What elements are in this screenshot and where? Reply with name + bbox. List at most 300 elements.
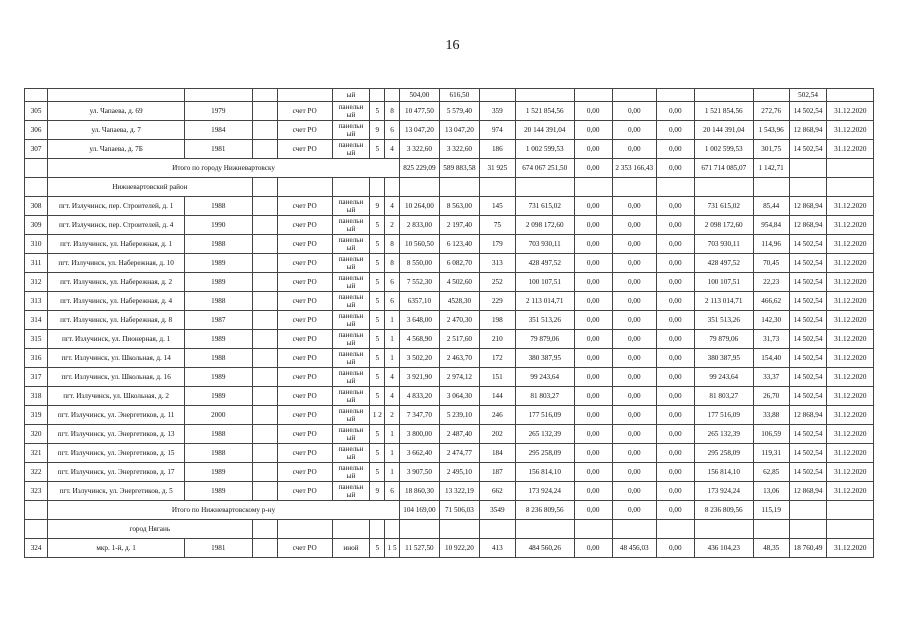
cell-owners: 177 516,09 — [694, 406, 753, 425]
cell-number: 322 — [25, 463, 48, 482]
cell-residents: 198 — [479, 311, 515, 330]
cell-year: 1989 — [185, 254, 252, 273]
cell-regional: 0,00 — [612, 387, 656, 406]
cell-area-living: 616,50 — [439, 89, 479, 102]
cell-limit: 12 868,94 — [789, 197, 827, 216]
cell-empty — [439, 520, 479, 539]
cell-year: 2000 — [185, 406, 252, 425]
cell-residents: 229 — [479, 292, 515, 311]
cell-unit-cost: 154,40 — [753, 349, 789, 368]
cell-number: 315 — [25, 330, 48, 349]
cell-area-living: 3 322,60 — [439, 140, 479, 159]
cell-empty — [515, 178, 574, 197]
cell-fund: счет РО — [277, 292, 332, 311]
cell-limit: 12 868,94 — [789, 406, 827, 425]
cell-empty — [789, 159, 827, 178]
cell-limit: 18 760,49 — [789, 539, 827, 558]
cell-unit-cost: 142,30 — [753, 311, 789, 330]
cell-empty — [252, 368, 277, 387]
cell-material: панельн ый — [332, 482, 370, 501]
cell-unit-cost: 62,85 — [753, 463, 789, 482]
cell-empty — [252, 121, 277, 140]
cell-regional: 0,00 — [612, 368, 656, 387]
cell-empty — [370, 520, 385, 539]
cell-area-living: 589 883,58 — [439, 159, 479, 178]
cell-owners: 2 113 014,71 — [694, 292, 753, 311]
table-row — [25, 102, 874, 121]
cell-limit: 12 868,94 — [789, 482, 827, 501]
cell-empty — [827, 501, 874, 520]
cell-cost-total: 703 930,11 — [515, 235, 574, 254]
cell-empty — [827, 159, 874, 178]
cell-area-total: 3 322,60 — [399, 140, 439, 159]
cell-municipal: 0,00 — [656, 102, 694, 121]
cell-municipal: 0,00 — [656, 425, 694, 444]
cell-date: 31.12.2020 — [827, 197, 874, 216]
cell-unit-cost: 31,73 — [753, 330, 789, 349]
cell-regional: 0,00 — [612, 254, 656, 273]
cell-unit-cost: 119,31 — [753, 444, 789, 463]
cell-entrances: 4 — [385, 197, 400, 216]
cell-area-living: 6 123,40 — [439, 235, 479, 254]
cell-date: 31.12.2020 — [827, 330, 874, 349]
cell-fund: счет РО — [277, 482, 332, 501]
cell-residents: 413 — [479, 539, 515, 558]
cell-empty — [277, 520, 332, 539]
cell-cost-total: 428 497,52 — [515, 254, 574, 273]
cell-material: панельн ый — [332, 216, 370, 235]
table-row — [25, 311, 874, 330]
cell-number: 318 — [25, 387, 48, 406]
cell-material: панельн ый — [332, 121, 370, 140]
cell-owners: 436 104,23 — [694, 539, 753, 558]
cell-residents: 179 — [479, 235, 515, 254]
cell-fund: счет РО — [277, 349, 332, 368]
cell-address: пгт. Излучинск, ул. Энергетиков, д. 13 — [48, 425, 185, 444]
cell-cost-total: 295 258,09 — [515, 444, 574, 463]
cell-address: пгт. Излучинск, ул. Пионерная, д. 1 — [48, 330, 185, 349]
cell-area-living: 2 487,40 — [439, 425, 479, 444]
cell-cost-total: 99 243,64 — [515, 368, 574, 387]
cell-federal: 0,00 — [574, 406, 612, 425]
cell-regional: 0,00 — [612, 482, 656, 501]
cell-year: 1989 — [185, 273, 252, 292]
cell-number: 319 — [25, 406, 48, 425]
cell-date: 31.12.2020 — [827, 444, 874, 463]
cell-municipal: 0,00 — [656, 387, 694, 406]
cell-number: 324 — [25, 539, 48, 558]
cell-floors: 5 — [370, 330, 385, 349]
cell-owners: 99 243,64 — [694, 368, 753, 387]
cell-municipal: 0,00 — [656, 463, 694, 482]
cell-floors: 5 — [370, 539, 385, 558]
cell-cost-total: 177 516,09 — [515, 406, 574, 425]
cell-number: 316 — [25, 349, 48, 368]
cell-area-total: 825 229,09 — [399, 159, 439, 178]
cell-limit: 14 502,54 — [789, 349, 827, 368]
cell-floors: 5 — [370, 216, 385, 235]
cell-fund: счет РО — [277, 140, 332, 159]
table-row-total — [25, 159, 874, 178]
cell-federal: 0,00 — [574, 292, 612, 311]
cell-residents: 184 — [479, 444, 515, 463]
cell-area-total: 10 560,50 — [399, 235, 439, 254]
cell-limit: 14 502,54 — [789, 311, 827, 330]
cell-owners: 1 002 599,53 — [694, 140, 753, 159]
cell-federal: 0,00 — [574, 235, 612, 254]
cell-fund: счет РО — [277, 387, 332, 406]
cell-empty — [252, 197, 277, 216]
cell-empty — [252, 406, 277, 425]
cell-regional: 0,00 — [612, 235, 656, 254]
cell-residents: 313 — [479, 254, 515, 273]
cell-cost-total: 380 387,95 — [515, 349, 574, 368]
cell-residents: 145 — [479, 197, 515, 216]
cell-fund: счет РО — [277, 311, 332, 330]
cell-limit: 12 868,94 — [789, 121, 827, 140]
cell-federal: 0,00 — [574, 387, 612, 406]
table-row — [25, 349, 874, 368]
cell-fund: счет РО — [277, 121, 332, 140]
table-row — [25, 197, 874, 216]
cell-cost-total: 79 879,06 — [515, 330, 574, 349]
cell-entrances: 4 — [385, 140, 400, 159]
cell-date: 31.12.2020 — [827, 368, 874, 387]
cell-area-living: 5 579,40 — [439, 102, 479, 121]
cell-residents: 974 — [479, 121, 515, 140]
cell-limit: 502,54 — [789, 89, 827, 102]
cell-empty — [252, 520, 277, 539]
table-row — [25, 444, 874, 463]
cell-empty — [252, 102, 277, 121]
cell-owners: 703 930,11 — [694, 235, 753, 254]
cell-date: 31.12.2020 — [827, 235, 874, 254]
cell-date: 31.12.2020 — [827, 482, 874, 501]
cell-date: 31.12.2020 — [827, 273, 874, 292]
cell-cost-total: 100 107,51 — [515, 273, 574, 292]
table-row — [25, 216, 874, 235]
cell-number: 314 — [25, 311, 48, 330]
cell-regional: 0,00 — [612, 444, 656, 463]
cell-unit-cost: 954,84 — [753, 216, 789, 235]
total-label: Итого по городу Нижневартовску — [48, 159, 400, 178]
cell-empty — [574, 178, 612, 197]
cell-residents: 359 — [479, 102, 515, 121]
cell-empty — [479, 520, 515, 539]
cell-federal: 0,00 — [574, 197, 612, 216]
cell-empty — [252, 444, 277, 463]
cell-cost-total: 674 067 251,50 — [515, 159, 574, 178]
cell-material: панельн ый — [332, 140, 370, 159]
cell-unit-cost: 272,76 — [753, 102, 789, 121]
cell-entrances: 8 — [385, 235, 400, 254]
cell-material: панельн ый — [332, 444, 370, 463]
cell-regional: 0,00 — [612, 292, 656, 311]
cell-floors: 9 — [370, 482, 385, 501]
cell-date: 31.12.2020 — [827, 121, 874, 140]
cell-empty — [252, 330, 277, 349]
cell-federal: 0,00 — [574, 102, 612, 121]
cell-material: панельн ый — [332, 349, 370, 368]
cell-address: пгт. Излучинск, ул. Энергетиков, д. 17 — [48, 463, 185, 482]
cell-cost-total: 20 144 391,04 — [515, 121, 574, 140]
cell-area-living: 2 974,12 — [439, 368, 479, 387]
cell-material: панельн ый — [332, 406, 370, 425]
cell-floors: 5 — [370, 444, 385, 463]
cell-empty — [252, 311, 277, 330]
cell-number: 321 — [25, 444, 48, 463]
cell-floors: 5 — [370, 368, 385, 387]
cell-unit-cost: 1 142,71 — [753, 159, 789, 178]
cell-empty — [252, 216, 277, 235]
cell-unit-cost: 33,88 — [753, 406, 789, 425]
cell-material: иной — [332, 539, 370, 558]
cell-federal: 0,00 — [574, 482, 612, 501]
cell-address: пгт. Излучинск, ул. Набережная, д. 8 — [48, 311, 185, 330]
table-row — [25, 330, 874, 349]
cell-floors: 5 — [370, 349, 385, 368]
cell-area-living: 4 502,60 — [439, 273, 479, 292]
cell-owners: 295 258,09 — [694, 444, 753, 463]
cell-number: 313 — [25, 292, 48, 311]
cell-entrances: 1 — [385, 349, 400, 368]
cell-empty — [656, 178, 694, 197]
cell-year: 1989 — [185, 482, 252, 501]
cell-owners: 1 521 854,56 — [694, 102, 753, 121]
cell-year: 1989 — [185, 387, 252, 406]
cell-residents: 151 — [479, 368, 515, 387]
cell-owners: 100 107,51 — [694, 273, 753, 292]
cell-cost-total: 1 002 599,53 — [515, 140, 574, 159]
cell-owners: 380 387,95 — [694, 349, 753, 368]
cell-empty — [694, 178, 753, 197]
cell-address: пгт. Излучинск, ул. Набережная, д. 2 — [48, 273, 185, 292]
cell-owners: 265 132,39 — [694, 425, 753, 444]
cell-federal: 0,00 — [574, 311, 612, 330]
cell-empty — [277, 178, 332, 197]
table-row — [25, 140, 874, 159]
cell-empty — [827, 178, 874, 197]
cell-empty — [332, 520, 370, 539]
cell-limit: 14 502,54 — [789, 387, 827, 406]
table-row — [25, 292, 874, 311]
cell-entrances: 4 — [385, 368, 400, 387]
cell-owners: 156 814,10 — [694, 463, 753, 482]
table-row — [25, 387, 874, 406]
cell-number: 310 — [25, 235, 48, 254]
cell-address: мкр. 1-й, д. 1 — [48, 539, 185, 558]
cell-area-living: 5 239,10 — [439, 406, 479, 425]
cell-area-living: 2 470,30 — [439, 311, 479, 330]
cell-residents: 172 — [479, 349, 515, 368]
cell-date: 31.12.2020 — [827, 349, 874, 368]
cell-area-total: 18 860,30 — [399, 482, 439, 501]
cell-limit: 14 502,54 — [789, 102, 827, 121]
cell-fund: счет РО — [277, 273, 332, 292]
cell-federal: 0,00 — [574, 254, 612, 273]
cell-empty — [656, 520, 694, 539]
cell-municipal: 0,00 — [656, 501, 694, 520]
cell-entrances: 2 — [385, 406, 400, 425]
cell-regional: 0,00 — [612, 425, 656, 444]
cell-empty — [753, 520, 789, 539]
cell-municipal: 0,00 — [656, 349, 694, 368]
cell-empty — [252, 539, 277, 558]
cell-year: 1988 — [185, 292, 252, 311]
cell-cost-total: 351 513,26 — [515, 311, 574, 330]
cell-empty — [789, 520, 827, 539]
cell-material: панельн ый — [332, 273, 370, 292]
cell-area-total: 4 568,90 — [399, 330, 439, 349]
cell-fund: счет РО — [277, 197, 332, 216]
cell-area-living: 3 064,30 — [439, 387, 479, 406]
cell-owners: 428 497,52 — [694, 254, 753, 273]
cell-federal: 0,00 — [574, 216, 612, 235]
cell-floors: 5 — [370, 254, 385, 273]
cell-year: 1990 — [185, 216, 252, 235]
cell-municipal: 0,00 — [656, 482, 694, 501]
cell-unit-cost: 106,59 — [753, 425, 789, 444]
cell-entrances: 1 — [385, 330, 400, 349]
cell-area-living: 4528,30 — [439, 292, 479, 311]
cell-empty — [612, 178, 656, 197]
cell-owners: 2 098 172,60 — [694, 216, 753, 235]
cell-address: пгт. Излучинск, ул. Энергетиков, д. 15 — [48, 444, 185, 463]
table-row — [25, 235, 874, 254]
cell-entrances: 6 — [385, 121, 400, 140]
table-row-section — [25, 178, 874, 197]
cell-empty — [789, 178, 827, 197]
table-row — [25, 121, 874, 140]
cell-unit-cost: 114,96 — [753, 235, 789, 254]
cell-fund: счет РО — [277, 235, 332, 254]
cell-federal: 0,00 — [574, 368, 612, 387]
cell-empty — [370, 178, 385, 197]
cell-regional: 2 353 166,43 — [612, 159, 656, 178]
cell-floors: 5 — [370, 292, 385, 311]
cell-empty — [789, 501, 827, 520]
cell-regional: 0,00 — [612, 140, 656, 159]
cell-address: пгт. Излучинск, ул. Набережная, д. 4 — [48, 292, 185, 311]
cell-area-total: 3 648,00 — [399, 311, 439, 330]
cell-regional: 0,00 — [612, 311, 656, 330]
cell-municipal: 0,00 — [656, 254, 694, 273]
table-row — [25, 254, 874, 273]
cell-number: 309 — [25, 216, 48, 235]
table-row — [25, 368, 874, 387]
cell-regional: 0,00 — [612, 501, 656, 520]
cell-empty — [25, 159, 48, 178]
cell-empty — [827, 520, 874, 539]
cell-empty — [25, 178, 48, 197]
cell-fund: счет РО — [277, 444, 332, 463]
cell-date: 31.12.2020 — [827, 140, 874, 159]
cell-entrances: 4 — [385, 387, 400, 406]
table-row — [25, 482, 874, 501]
cell-cost-total: 81 803,27 — [515, 387, 574, 406]
cell-regional: 0,00 — [612, 102, 656, 121]
cell-municipal: 0,00 — [656, 444, 694, 463]
cell-unit-cost: 26,70 — [753, 387, 789, 406]
cell-area-total: 7 347,70 — [399, 406, 439, 425]
cell-material: панельн ый — [332, 235, 370, 254]
cell-limit: 14 502,54 — [789, 425, 827, 444]
cell-year: 1984 — [185, 121, 252, 140]
cell-municipal: 0,00 — [656, 311, 694, 330]
cell-entrances: 1 — [385, 425, 400, 444]
cell-cost-total: 2 113 014,71 — [515, 292, 574, 311]
cell-area-total: 3 800,00 — [399, 425, 439, 444]
cell-fund: счет РО — [277, 539, 332, 558]
cell-empty — [252, 273, 277, 292]
cell-limit: 12 868,94 — [789, 216, 827, 235]
cell-municipal: 0,00 — [656, 235, 694, 254]
cell-address: пгт. Излучинск, ул. Набережная, д. 10 — [48, 254, 185, 273]
cell-address: ул. Чапаева, д. 69 — [48, 102, 185, 121]
cell-municipal: 0,00 — [656, 159, 694, 178]
cell-residents: 246 — [479, 406, 515, 425]
cell-area-total: 504,00 — [399, 89, 439, 102]
table-row-section — [25, 520, 874, 539]
cell-federal: 0,00 — [574, 425, 612, 444]
cell-year: 1988 — [185, 197, 252, 216]
cell-municipal: 0,00 — [656, 539, 694, 558]
cell-year: 1988 — [185, 425, 252, 444]
cell-address: пгт. Излучинск, ул. Школьная, д. 2 — [48, 387, 185, 406]
cell-floors: 5 — [370, 425, 385, 444]
cell-floors: 5 — [370, 463, 385, 482]
cell-empty — [332, 178, 370, 197]
cell-empty — [385, 520, 400, 539]
cell-federal: 0,00 — [574, 159, 612, 178]
cell-address: пгт. Излучинск, ул. Энергетиков, д. 11 — [48, 406, 185, 425]
cell-fund: счет РО — [277, 463, 332, 482]
cell-material: панельн ый — [332, 387, 370, 406]
cell-address: пгт. Излучинск, ул. Энергетиков, д. 5 — [48, 482, 185, 501]
cell-empty — [252, 235, 277, 254]
cell-date: 31.12.2020 — [827, 387, 874, 406]
cell-federal: 0,00 — [574, 463, 612, 482]
cell-year: 1979 — [185, 102, 252, 121]
cell-address: ул. Чапаева, д. 7 — [48, 121, 185, 140]
cell-municipal: 0,00 — [656, 121, 694, 140]
cell-federal: 0,00 — [574, 330, 612, 349]
cell-number: 308 — [25, 197, 48, 216]
cell-area-total: 104 169,00 — [399, 501, 439, 520]
cell-regional: 48 456,03 — [612, 539, 656, 558]
cell-municipal: 0,00 — [656, 330, 694, 349]
cell-material: панельн ый — [332, 292, 370, 311]
total-label: Итого по Нижневартовскому р-ну — [48, 501, 400, 520]
cell-owners: 81 803,27 — [694, 387, 753, 406]
cell-limit: 14 502,54 — [789, 254, 827, 273]
cell-year: 1981 — [185, 140, 252, 159]
cell-date: 31.12.2020 — [827, 254, 874, 273]
cell-year: 1987 — [185, 311, 252, 330]
cell-empty — [25, 520, 48, 539]
cell-number: 305 — [25, 102, 48, 121]
cell-empty — [25, 501, 48, 520]
cell-area-total: 10 477,50 — [399, 102, 439, 121]
cell-entrances: 8 — [385, 102, 400, 121]
cell-residents: 252 — [479, 273, 515, 292]
cell-empty — [252, 482, 277, 501]
cell-cost-total: 156 814,10 — [515, 463, 574, 482]
cell-cost-total: 265 132,39 — [515, 425, 574, 444]
cell-area-total: 3 907,50 — [399, 463, 439, 482]
cell-area-living: 13 047,20 — [439, 121, 479, 140]
cell-fund: счет РО — [277, 425, 332, 444]
